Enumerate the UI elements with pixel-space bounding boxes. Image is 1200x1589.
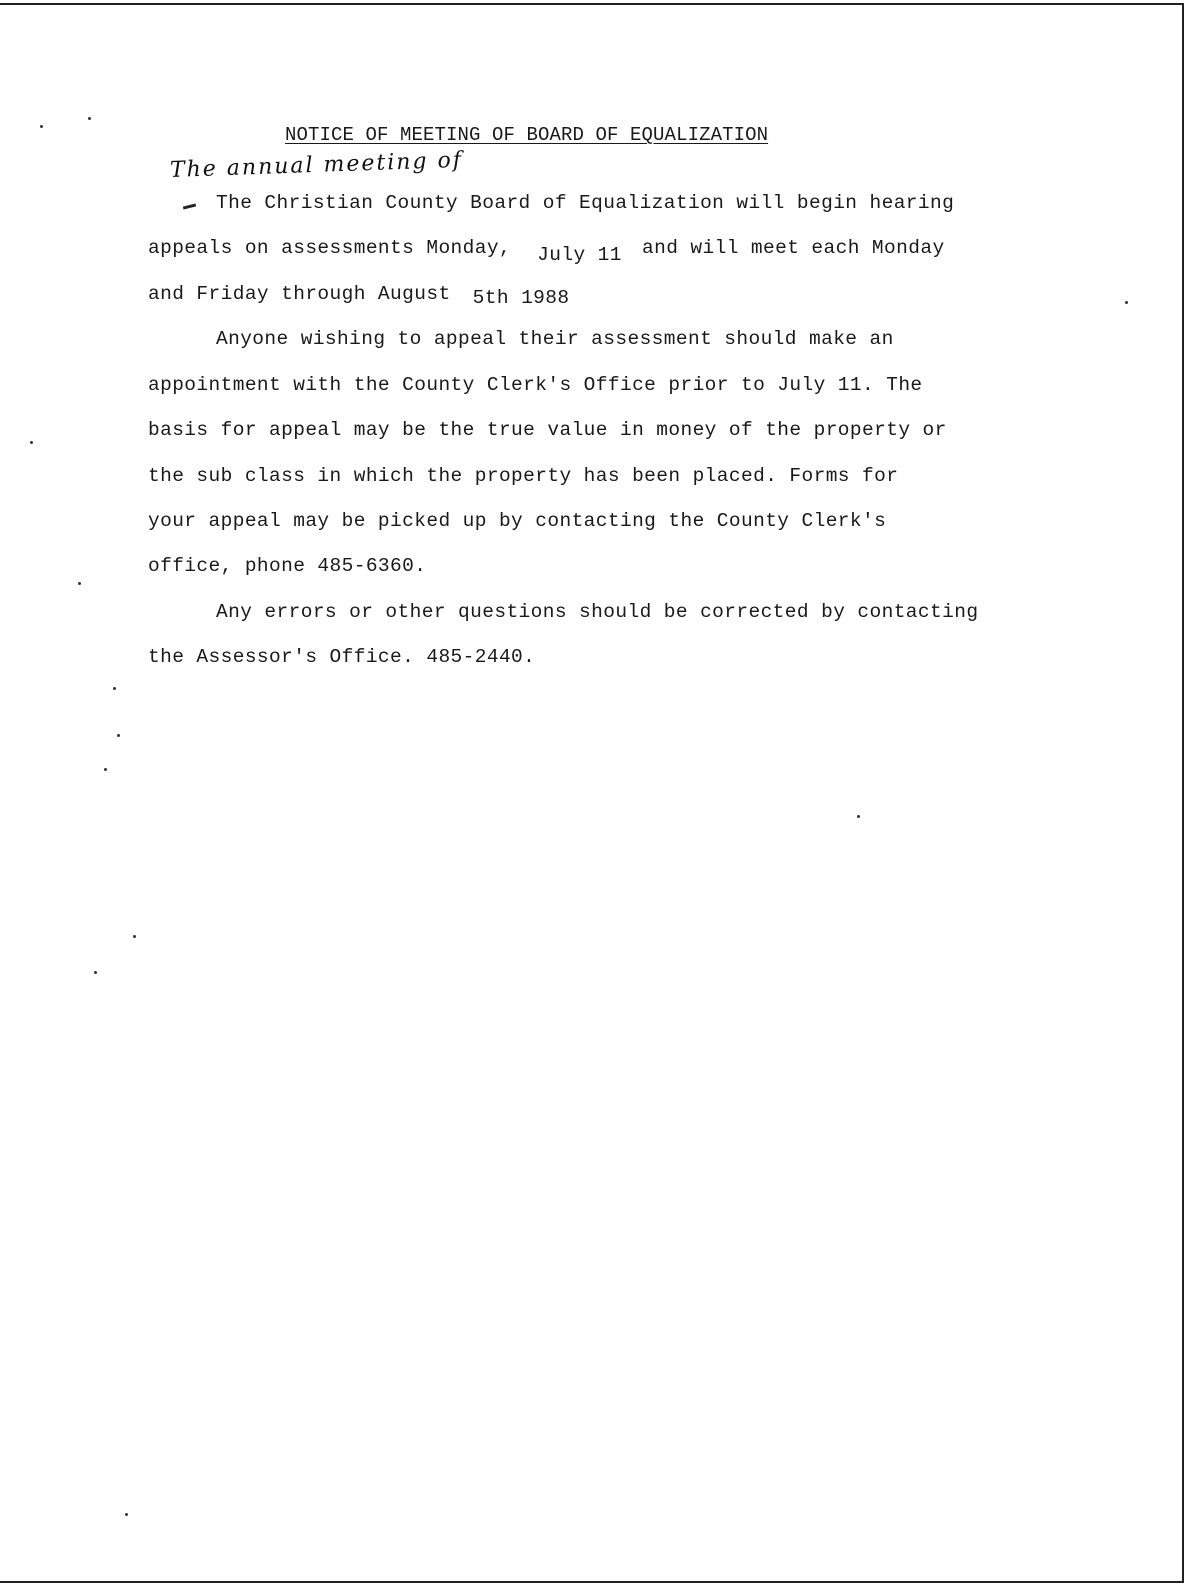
paragraph1-line1: The Christian County Board of Equalization will begin hearing <box>216 192 955 214</box>
paragraph2-line3: basis for appeal may be the true value in money of the property or <box>148 419 947 441</box>
scan-speck <box>104 768 107 771</box>
handwritten-dash-mark <box>183 203 196 209</box>
paragraph2-line1: Anyone wishing to appeal their assessment should make an <box>216 328 894 350</box>
paragraph3-line1: Any errors or other questions should be corrected by contacting <box>216 601 979 623</box>
scan-speck <box>1125 301 1128 304</box>
scan-speck <box>94 971 97 974</box>
scan-speck <box>857 815 860 818</box>
paragraph3-line2: the Assessor's Office. 485-2440. <box>148 646 536 668</box>
paragraph2-line2: appointment with the County Clerk's Office prior to July 11. The <box>148 374 923 396</box>
filled-date-end: 5th 1988 <box>472 287 570 309</box>
scan-speck <box>30 441 33 444</box>
scan-speck <box>88 117 91 120</box>
scan-speck <box>133 935 136 938</box>
paragraph1-line3 <box>148 283 570 309</box>
paragraph1-line2 <box>148 237 945 266</box>
scan-speck <box>117 734 120 737</box>
paragraph1-line2-suffix: and will meet each Monday <box>642 237 945 259</box>
paragraph1-line2-prefix: appeals on assessments Monday, <box>148 237 512 259</box>
scan-speck <box>40 125 43 128</box>
scan-speck <box>113 687 116 690</box>
handwritten-annotation: The annual meeting of <box>169 147 464 183</box>
paragraph2-line5: your appeal may be picked up by contacting the County Clerk's <box>148 510 887 532</box>
filled-date-start: July 11 <box>537 244 622 266</box>
scan-speck <box>125 1513 128 1516</box>
scan-speck <box>78 582 81 585</box>
page-border-top <box>0 3 1184 5</box>
page-border-right <box>1182 3 1184 1583</box>
paragraph2-line4: the sub class in which the property has been placed. Forms for <box>148 465 899 487</box>
paragraph1-line3-prefix: and Friday through August <box>148 283 451 305</box>
page-border-bottom <box>0 1581 1184 1583</box>
paragraph2-line6: office, phone 485-6360. <box>148 555 427 577</box>
document-title: NOTICE OF MEETING OF BOARD OF EQUALIZATION <box>285 124 769 146</box>
